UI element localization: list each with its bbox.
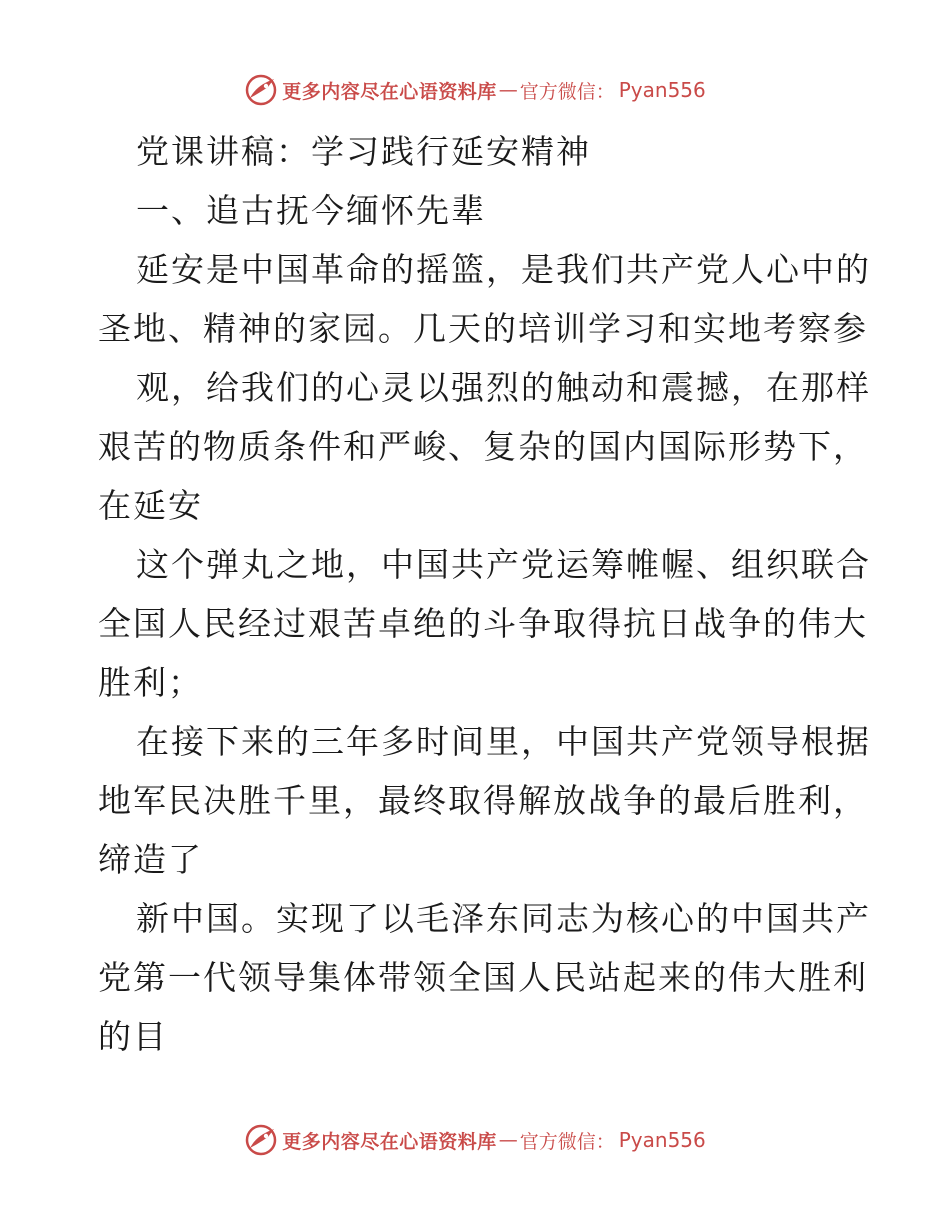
watermark-official-label: 官方微信： [519,1130,615,1153]
text-line: 艰苦的物质条件和严峻、复杂的国内国际形势下， [98,427,868,466]
header-watermark [0,70,950,110]
watermark-dash: — [498,79,518,101]
text-line: 一、追古抚今缅怀先辈 [136,191,486,230]
text-line: 地军民决胜千里，最终取得解放战争的最后胜利， [98,781,868,820]
footer-watermark [0,1120,950,1160]
text-line: 的目 [98,1017,168,1056]
text-line: 延安是中国革命的摇篮，是我们共产党人心中的 [136,250,871,289]
text-line: 圣地、精神的家园。几天的培训学习和实地考察参 [98,309,868,348]
text-line: 在接下来的三年多时间里，中国共产党领导根据 [136,722,871,761]
document-body [98,122,871,1066]
text-line: 观，给我们的心灵以强烈的触动和震撼，在那样 [136,368,871,407]
watermark-wechat-id: Pyan556 [618,78,706,102]
text-line: 胜利； [98,663,203,702]
pen-logo-icon [244,73,278,107]
watermark-wechat-id: Pyan556 [618,1128,706,1152]
document-paragraphs [98,181,871,1066]
watermark-dash: — [498,1129,518,1151]
watermark-brand-text: 更多内容尽在心语资料库 [282,1130,497,1153]
text-line: 在延安 [98,486,203,525]
text-line: 新中国。实现了以毛泽东同志为核心的中国共产 [136,899,871,938]
text-line: 全国人民经过艰苦卓绝的斗争取得抗日战争的伟大 [98,604,868,643]
text-line: 党第一代领导集体带领全国人民站起来的伟大胜利 [98,958,868,997]
text-line: 缔造了 [98,840,203,879]
pen-logo-icon [244,1123,278,1157]
watermark-brand-text: 更多内容尽在心语资料库 [282,80,497,103]
text-line: 这个弹丸之地，中国共产党运筹帷幄、组织联合 [136,545,871,584]
document-title: 党课讲稿：学习践行延安精神 [136,132,591,171]
watermark-official-label: 官方微信： [519,80,615,103]
